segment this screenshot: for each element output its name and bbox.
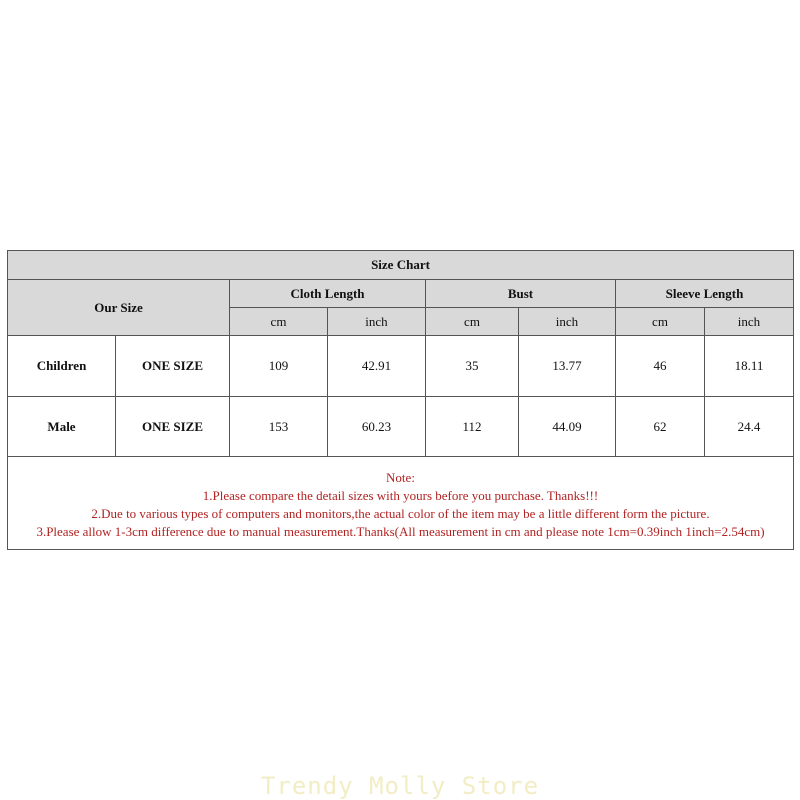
- unit-header: cm: [426, 308, 519, 336]
- table-cell: 42.91: [328, 336, 426, 397]
- bust-header: Bust: [426, 280, 616, 308]
- table-cell: 24.4: [705, 397, 793, 457]
- table-cell: 112: [426, 397, 519, 457]
- note-heading: Note:: [386, 470, 415, 485]
- unit-header: inch: [328, 308, 426, 336]
- our-size-header: Our Size: [8, 280, 230, 336]
- size-chart-table: [7, 250, 794, 550]
- table-cell: 44.09: [519, 397, 616, 457]
- table-cell: 153: [230, 397, 328, 457]
- unit-header: inch: [519, 308, 616, 336]
- unit-header: cm: [616, 308, 705, 336]
- note-line: 1.Please compare the detail sizes with yours before you purchase. Thanks!!!: [202, 488, 599, 503]
- row-group-label: Male: [8, 397, 116, 457]
- note-line: 3.Please allow 1-3cm difference due to manual measurement.Thanks(All measurement in cm and please note 1cm=0.39inch 1inch=2.54cm): [36, 524, 765, 539]
- table-cell: 13.77: [519, 336, 616, 397]
- store-watermark: Trendy Molly Store: [260, 772, 540, 800]
- table-cell: 109: [230, 336, 328, 397]
- unit-header: inch: [705, 308, 793, 336]
- table-cell: 62: [616, 397, 705, 457]
- row-size-label: ONE SIZE: [116, 397, 230, 457]
- table-cell: 18.11: [705, 336, 793, 397]
- row-group-label: Children: [8, 336, 116, 397]
- table-cell: 60.23: [328, 397, 426, 457]
- size-chart-title: Size Chart: [8, 251, 793, 280]
- note-line: 2.Due to various types of computers and monitors,the actual color of the item may be a little different form the picture.: [91, 506, 710, 521]
- table-cell: 46: [616, 336, 705, 397]
- sleeve-length-header: Sleeve Length: [616, 280, 793, 308]
- note-section: [8, 456, 793, 549]
- row-size-label: ONE SIZE: [116, 336, 230, 397]
- table-cell: 35: [426, 336, 519, 397]
- cloth-length-header: Cloth Length: [230, 280, 426, 308]
- unit-header: cm: [230, 308, 328, 336]
